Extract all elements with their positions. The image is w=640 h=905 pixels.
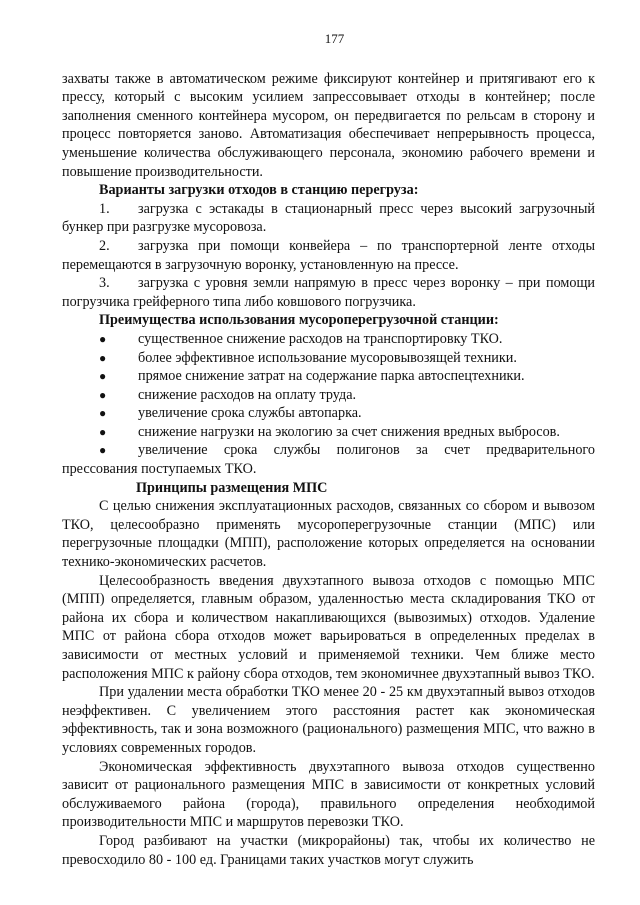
body-paragraph: С целью снижения эксплуатационных расходов, связанных со сбором и вывозом ТКО, целесообразно применять мусороперегрузочные станции (МПС) или перегрузочные площадки (МПП), расположение которых определяется на основании технико-экономических расчетов. [62, 498, 595, 571]
advantage-text: увеличение срока службы полигонов за счет предварительного прессования поступаемых ТКО. [62, 442, 595, 478]
item-text: загрузка с уровня земли напрямую в пресс через воронку – при помощи погрузчика грейферного типа либо ковшового погрузчика. [62, 275, 595, 310]
advantage-text: прямое снижение затрат на содержание парка автоспецтехники. [138, 368, 525, 385]
principles-heading: Принципы размещения МПС [136, 479, 328, 496]
advantage-item [62, 367, 595, 386]
item-text: загрузка с эстакады в стационарный пресс через высокий загрузочный бункер при разгрузке мусоровоза. [62, 200, 595, 236]
item-number: 3. [99, 275, 110, 292]
bullet-icon: ● [99, 424, 107, 439]
advantage-item [62, 404, 595, 423]
item-number: 2. [99, 237, 110, 254]
bullet-icon: ● [99, 443, 107, 458]
item-number: 1. [99, 200, 110, 217]
advantage-text: существенное снижение расходов на транспортировку ТКО. [138, 330, 503, 347]
advantage-item [62, 386, 595, 405]
item-text: загрузка при помощи конвейера – по транспортерной ленте отходы перемещаются в загрузочную воронку, установленную на прессе. [62, 237, 595, 273]
loading-item-1 [62, 200, 595, 237]
advantage-text: снижение расходов на оплату труда. [138, 386, 357, 403]
advantage-text: увеличение срока службы автопарка. [138, 405, 362, 422]
body-paragraph: Город разбивают на участки (микрорайоны) так, чтобы их количество не превосходило 80 - 100 ед. Границами таких участков могут служить [62, 832, 595, 868]
intro-paragraph: захваты также в автоматическом режиме фиксируют контейнер и притягивают его к прессу, который с высоким усилием запрессовывает отходы в контейнер; после заполнения сменного контейнера мусором, он передвигается по рельсам в сторону и процесс повторяется заново. Автоматизация обеспечивает непрерывность процесса, уменьшение количества обслуживающего персонала, экономию рабочего времени и повышение производительности. [62, 70, 595, 180]
bullet-icon: ● [99, 369, 107, 384]
loading-item-2 [62, 237, 595, 274]
page-number: 177 [324, 31, 345, 46]
advantages-heading: Преимущества использования мусороперегрузочной станции: [99, 312, 499, 329]
loading-options-heading: Варианты загрузки отходов в станцию перегруза: [99, 182, 419, 199]
bullet-icon: ● [99, 331, 107, 346]
document-page [62, 30, 595, 869]
body-paragraph: Экономическая эффективность двухэтапного вывоза отходов существенно зависит от рационального размещения МПС в зависимости от конкретных условий обслуживаемого района (города), правильного определения необходимой производительности МПС и маршрутов перевозки ТКО. [62, 758, 595, 831]
body-paragraph: При удалении места обработки ТКО менее 20 - 25 км двухэтапный вывоз отходов неэффективен. С увеличением этого расстояния растет как экономическая эффективность, так и зона возможного (рационального) размещения МПС, что важно в условиях современных городов. [62, 684, 595, 756]
body-paragraph: Целесообразность введения двухэтапного вывоза отходов с помощью МПС (МПП) определяется, главным образом, удаленностью места складирования ТКО от района их сбора и количеством накапливающихся (вывозимых) отходов. Удаление МПС от района сбора отходов может варьироваться в определенных пределах в зависимости от местных условий и применяемой техники. Чем ближе место расположения МПС к району сбора отходов, тем экономичнее двухэтапный вывоз ТКО. [62, 572, 595, 682]
advantage-item [62, 349, 595, 368]
bullet-icon: ● [99, 350, 107, 365]
advantage-item [62, 423, 595, 442]
advantage-text: снижение нагрузки на экологию за счет снижения вредных выбросов. [138, 423, 560, 440]
advantage-item [62, 330, 595, 349]
bullet-icon: ● [99, 387, 107, 402]
loading-item-3 [62, 274, 595, 311]
advantage-item [62, 441, 595, 478]
bullet-icon: ● [99, 406, 107, 421]
advantage-text: более эффективное использование мусоровывозящей техники. [138, 349, 517, 366]
